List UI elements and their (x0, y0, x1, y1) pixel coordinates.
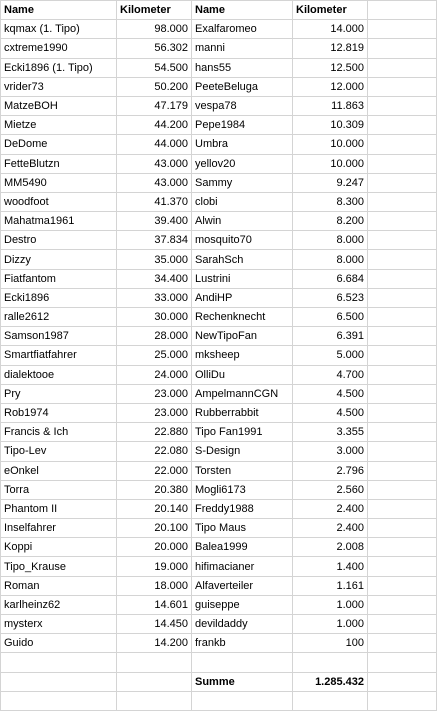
km-right-cell[interactable]: 2.400 (293, 519, 368, 538)
table-row (1, 173, 437, 192)
name-right-cell[interactable]: Pepe1984 (192, 116, 293, 135)
name-right-cell[interactable]: AmpelmannCGN (192, 384, 293, 403)
name-left-cell[interactable]: eOnkel (1, 461, 117, 480)
name-right-cell[interactable]: Alwin (192, 212, 293, 231)
name-left-cell[interactable]: FetteBlutzn (1, 154, 117, 173)
empty-cell[interactable] (368, 269, 437, 288)
table-row (1, 212, 437, 231)
km-left-cell[interactable]: 20.140 (117, 499, 192, 518)
table-row (1, 135, 437, 154)
empty-cell[interactable] (368, 58, 437, 77)
empty-cell[interactable] (368, 39, 437, 58)
name-left-cell[interactable]: dialektooe (1, 365, 117, 384)
km-left-cell[interactable]: 20.000 (117, 538, 192, 557)
name-left-cell[interactable] (1, 653, 117, 672)
name-left-cell[interactable]: Torra (1, 480, 117, 499)
name-left-cell[interactable]: Destro (1, 231, 117, 250)
km-right-cell[interactable]: 14.000 (293, 20, 368, 39)
name-left-cell[interactable]: MM5490 (1, 173, 117, 192)
km-left-cell[interactable]: 37.834 (117, 231, 192, 250)
km-left-cell[interactable]: 14.200 (117, 634, 192, 653)
table-row (1, 634, 437, 653)
km-left-cell[interactable]: 33.000 (117, 288, 192, 307)
km-right-cell[interactable]: 8.300 (293, 192, 368, 211)
km-right-cell[interactable]: 12.500 (293, 58, 368, 77)
empty-cell[interactable] (368, 231, 437, 250)
table-row (1, 423, 437, 442)
empty-cell[interactable] (368, 442, 437, 461)
km-right-cell[interactable]: 1.400 (293, 557, 368, 576)
name-right-cell[interactable]: Umbra (192, 135, 293, 154)
km-right-cell[interactable]: 1.000 (293, 595, 368, 614)
empty-cell[interactable] (368, 384, 437, 403)
km-right-cell[interactable]: 8.000 (293, 250, 368, 269)
name-left-cell[interactable]: mysterx (1, 615, 117, 634)
name-right-cell[interactable]: Torsten (192, 461, 293, 480)
table-row (1, 384, 437, 403)
table-row (1, 96, 437, 115)
name-right-cell[interactable]: S-Design (192, 442, 293, 461)
empty-cell[interactable] (368, 499, 437, 518)
km-right-cell[interactable]: 10.000 (293, 135, 368, 154)
table-row (1, 77, 437, 96)
name-right-cell[interactable]: Summe (192, 672, 293, 691)
empty-cell[interactable] (368, 672, 437, 691)
km-right-cell[interactable]: 11.863 (293, 96, 368, 115)
empty-cell[interactable] (368, 116, 437, 135)
km-left-cell[interactable]: 22.080 (117, 442, 192, 461)
empty-cell[interactable] (368, 557, 437, 576)
km-right-cell[interactable]: 2.796 (293, 461, 368, 480)
table-row (1, 691, 437, 710)
empty-cell[interactable] (368, 96, 437, 115)
empty-cell[interactable] (368, 461, 437, 480)
km-left-cell[interactable]: 28.000 (117, 327, 192, 346)
empty-cell[interactable] (368, 327, 437, 346)
table-row (1, 576, 437, 595)
km-right-cell[interactable]: 8.000 (293, 231, 368, 250)
km-right-cell[interactable]: 8.200 (293, 212, 368, 231)
empty-cell[interactable] (368, 365, 437, 384)
km-left-cell[interactable] (117, 672, 192, 691)
km-left-cell[interactable]: 44.200 (117, 116, 192, 135)
km-right-cell[interactable]: 3.355 (293, 423, 368, 442)
table-row (1, 288, 437, 307)
table-row (1, 269, 437, 288)
table-row (1, 461, 437, 480)
name-left-cell[interactable]: Mietze (1, 116, 117, 135)
name-right-cell[interactable]: Rubberrabbit (192, 403, 293, 422)
empty-cell[interactable] (368, 423, 437, 442)
header-name-left-cell[interactable]: Name (1, 1, 117, 20)
empty-cell[interactable] (368, 173, 437, 192)
empty-cell[interactable] (368, 595, 437, 614)
name-left-cell[interactable]: karlheinz62 (1, 595, 117, 614)
km-right-cell[interactable]: 12.819 (293, 39, 368, 58)
name-left-cell[interactable]: cxtreme1990 (1, 39, 117, 58)
km-left-cell[interactable]: 18.000 (117, 576, 192, 595)
name-left-cell[interactable]: Dizzy (1, 250, 117, 269)
km-left-cell[interactable]: 19.000 (117, 557, 192, 576)
km-right-cell[interactable]: 6.391 (293, 327, 368, 346)
km-left-cell[interactable]: 50.200 (117, 77, 192, 96)
name-left-cell[interactable]: Tipo-Lev (1, 442, 117, 461)
name-right-cell[interactable]: yellov20 (192, 154, 293, 173)
table-row (1, 538, 437, 557)
name-right-cell[interactable]: Alfaverteiler (192, 576, 293, 595)
name-left-cell[interactable] (1, 691, 117, 710)
name-right-cell[interactable]: PeeteBeluga (192, 77, 293, 96)
name-left-cell[interactable]: Mahatma1961 (1, 212, 117, 231)
km-right-cell[interactable]: 10.000 (293, 154, 368, 173)
table-row (1, 615, 437, 634)
km-left-cell[interactable]: 20.380 (117, 480, 192, 499)
empty-cell[interactable] (368, 538, 437, 557)
name-right-cell[interactable] (192, 653, 293, 672)
name-left-cell[interactable]: MatzeBOH (1, 96, 117, 115)
table-row (1, 499, 437, 518)
name-right-cell[interactable]: mksheep (192, 346, 293, 365)
km-right-cell[interactable]: 6.523 (293, 288, 368, 307)
km-left-cell[interactable]: 98.000 (117, 20, 192, 39)
table-row (1, 442, 437, 461)
name-right-cell[interactable]: Tipo Fan1991 (192, 423, 293, 442)
name-left-cell[interactable]: kqmax (1. Tipo) (1, 20, 117, 39)
header-km-right-cell[interactable]: Kilometer (293, 1, 368, 20)
empty-cell[interactable] (368, 20, 437, 39)
km-right-cell[interactable]: 2.560 (293, 480, 368, 499)
km-left-cell[interactable] (117, 691, 192, 710)
empty-cell[interactable] (368, 346, 437, 365)
name-left-cell[interactable] (1, 672, 117, 691)
name-right-cell[interactable]: Lustrini (192, 269, 293, 288)
name-left-cell[interactable]: Guido (1, 634, 117, 653)
name-left-cell[interactable]: Pry (1, 384, 117, 403)
empty-cell[interactable] (368, 615, 437, 634)
table-row (1, 557, 437, 576)
name-left-cell[interactable]: Ecki1896 (1. Tipo) (1, 58, 117, 77)
table-row (1, 116, 437, 135)
name-right-cell[interactable]: Balea1999 (192, 538, 293, 557)
name-left-cell[interactable]: DeDome (1, 135, 117, 154)
table-row (1, 231, 437, 250)
name-left-cell[interactable]: Koppi (1, 538, 117, 557)
empty-cell[interactable] (368, 576, 437, 595)
km-left-cell[interactable]: 20.100 (117, 519, 192, 538)
name-left-cell[interactable]: Fiatfantom (1, 269, 117, 288)
name-left-cell[interactable]: Rob1974 (1, 403, 117, 422)
km-left-cell[interactable]: 47.179 (117, 96, 192, 115)
km-left-cell[interactable]: 34.400 (117, 269, 192, 288)
km-right-cell[interactable]: 100 (293, 634, 368, 653)
name-right-cell[interactable]: NewTipoFan (192, 327, 293, 346)
empty-cell[interactable] (368, 480, 437, 499)
table-row (1, 595, 437, 614)
name-right-cell[interactable]: Exalfaromeo (192, 20, 293, 39)
spreadsheet-body (1, 1, 437, 711)
km-right-cell[interactable]: 12.000 (293, 77, 368, 96)
km-right-cell[interactable] (293, 653, 368, 672)
km-left-cell[interactable]: 39.400 (117, 212, 192, 231)
name-left-cell[interactable]: Phantom II (1, 499, 117, 518)
km-left-cell[interactable]: 44.000 (117, 135, 192, 154)
km-left-cell[interactable]: 54.500 (117, 58, 192, 77)
name-left-cell[interactable]: Inselfahrer (1, 519, 117, 538)
km-right-cell[interactable]: 1.285.432 (293, 672, 368, 691)
empty-cell[interactable] (368, 135, 437, 154)
km-right-cell[interactable]: 4.500 (293, 384, 368, 403)
name-left-cell[interactable]: Smartfiatfahrer (1, 346, 117, 365)
empty-cell[interactable] (368, 1, 437, 20)
km-left-cell[interactable]: 23.000 (117, 403, 192, 422)
table-row (1, 653, 437, 672)
km-left-cell[interactable]: 41.370 (117, 192, 192, 211)
empty-cell[interactable] (368, 154, 437, 173)
empty-cell[interactable] (368, 691, 437, 710)
empty-cell[interactable] (368, 308, 437, 327)
name-right-cell[interactable]: Freddy1988 (192, 499, 293, 518)
km-left-cell[interactable]: 30.000 (117, 308, 192, 327)
km-left-cell[interactable]: 22.000 (117, 461, 192, 480)
table-row (1, 308, 437, 327)
name-right-cell[interactable]: hans55 (192, 58, 293, 77)
km-left-cell[interactable]: 43.000 (117, 154, 192, 173)
header-name-right-cell[interactable]: Name (192, 1, 293, 20)
table-row (1, 346, 437, 365)
km-right-cell[interactable]: 1.161 (293, 576, 368, 595)
name-left-cell[interactable]: woodfoot (1, 192, 117, 211)
name-right-cell[interactable]: AndiHP (192, 288, 293, 307)
table-row (1, 327, 437, 346)
header-km-left-cell[interactable]: Kilometer (117, 1, 192, 20)
empty-cell[interactable] (368, 519, 437, 538)
name-right-cell[interactable]: Tipo Maus (192, 519, 293, 538)
km-left-cell[interactable]: 14.450 (117, 615, 192, 634)
name-left-cell[interactable]: vrider73 (1, 77, 117, 96)
name-right-cell[interactable]: hifimacianer (192, 557, 293, 576)
name-right-cell[interactable]: devildaddy (192, 615, 293, 634)
km-right-cell[interactable]: 4.500 (293, 403, 368, 422)
empty-cell[interactable] (368, 288, 437, 307)
name-left-cell[interactable]: ralle2612 (1, 308, 117, 327)
table-row (1, 365, 437, 384)
km-left-cell[interactable]: 14.601 (117, 595, 192, 614)
empty-cell[interactable] (368, 403, 437, 422)
km-left-cell[interactable]: 43.000 (117, 173, 192, 192)
km-left-cell[interactable]: 56.302 (117, 39, 192, 58)
header-row (1, 1, 437, 20)
name-right-cell[interactable]: guiseppe (192, 595, 293, 614)
table-row (1, 403, 437, 422)
km-right-cell[interactable] (293, 691, 368, 710)
km-right-cell[interactable]: 2.400 (293, 499, 368, 518)
name-right-cell[interactable]: frankb (192, 634, 293, 653)
km-right-cell[interactable]: 2.008 (293, 538, 368, 557)
empty-cell[interactable] (368, 250, 437, 269)
table-row (1, 39, 437, 58)
table-row (1, 480, 437, 499)
empty-cell[interactable] (368, 653, 437, 672)
table-row (1, 20, 437, 39)
table-row (1, 519, 437, 538)
name-left-cell[interactable]: Francis & Ich (1, 423, 117, 442)
name-right-cell[interactable]: SarahSch (192, 250, 293, 269)
table-row (1, 192, 437, 211)
km-left-cell[interactable]: 24.000 (117, 365, 192, 384)
name-right-cell[interactable] (192, 691, 293, 710)
name-right-cell[interactable]: Sammy (192, 173, 293, 192)
km-right-cell[interactable]: 4.700 (293, 365, 368, 384)
name-right-cell[interactable]: mosquito70 (192, 231, 293, 250)
name-right-cell[interactable]: clobi (192, 192, 293, 211)
table-row (1, 58, 437, 77)
name-right-cell[interactable]: Rechenknecht (192, 308, 293, 327)
empty-cell[interactable] (368, 192, 437, 211)
name-left-cell[interactable]: Samson1987 (1, 327, 117, 346)
name-right-cell[interactable]: vespa78 (192, 96, 293, 115)
km-right-cell[interactable]: 5.000 (293, 346, 368, 365)
km-left-cell[interactable]: 25.000 (117, 346, 192, 365)
name-left-cell[interactable]: Tipo_Krause (1, 557, 117, 576)
name-left-cell[interactable]: Roman (1, 576, 117, 595)
km-right-cell[interactable]: 9.247 (293, 173, 368, 192)
km-right-cell[interactable]: 6.500 (293, 308, 368, 327)
km-right-cell[interactable]: 10.309 (293, 116, 368, 135)
name-right-cell[interactable]: OlliDu (192, 365, 293, 384)
name-right-cell[interactable]: Mogli6173 (192, 480, 293, 499)
table-row (1, 154, 437, 173)
name-right-cell[interactable]: manni (192, 39, 293, 58)
km-right-cell[interactable]: 3.000 (293, 442, 368, 461)
km-left-cell[interactable]: 23.000 (117, 384, 192, 403)
empty-cell[interactable] (368, 77, 437, 96)
km-right-cell[interactable]: 6.684 (293, 269, 368, 288)
table-row (1, 672, 437, 691)
km-left-cell[interactable]: 35.000 (117, 250, 192, 269)
table-row (1, 250, 437, 269)
empty-cell[interactable] (368, 634, 437, 653)
km-right-cell[interactable]: 1.000 (293, 615, 368, 634)
name-left-cell[interactable]: Ecki1896 (1, 288, 117, 307)
km-left-cell[interactable] (117, 653, 192, 672)
km-left-cell[interactable]: 22.880 (117, 423, 192, 442)
empty-cell[interactable] (368, 212, 437, 231)
